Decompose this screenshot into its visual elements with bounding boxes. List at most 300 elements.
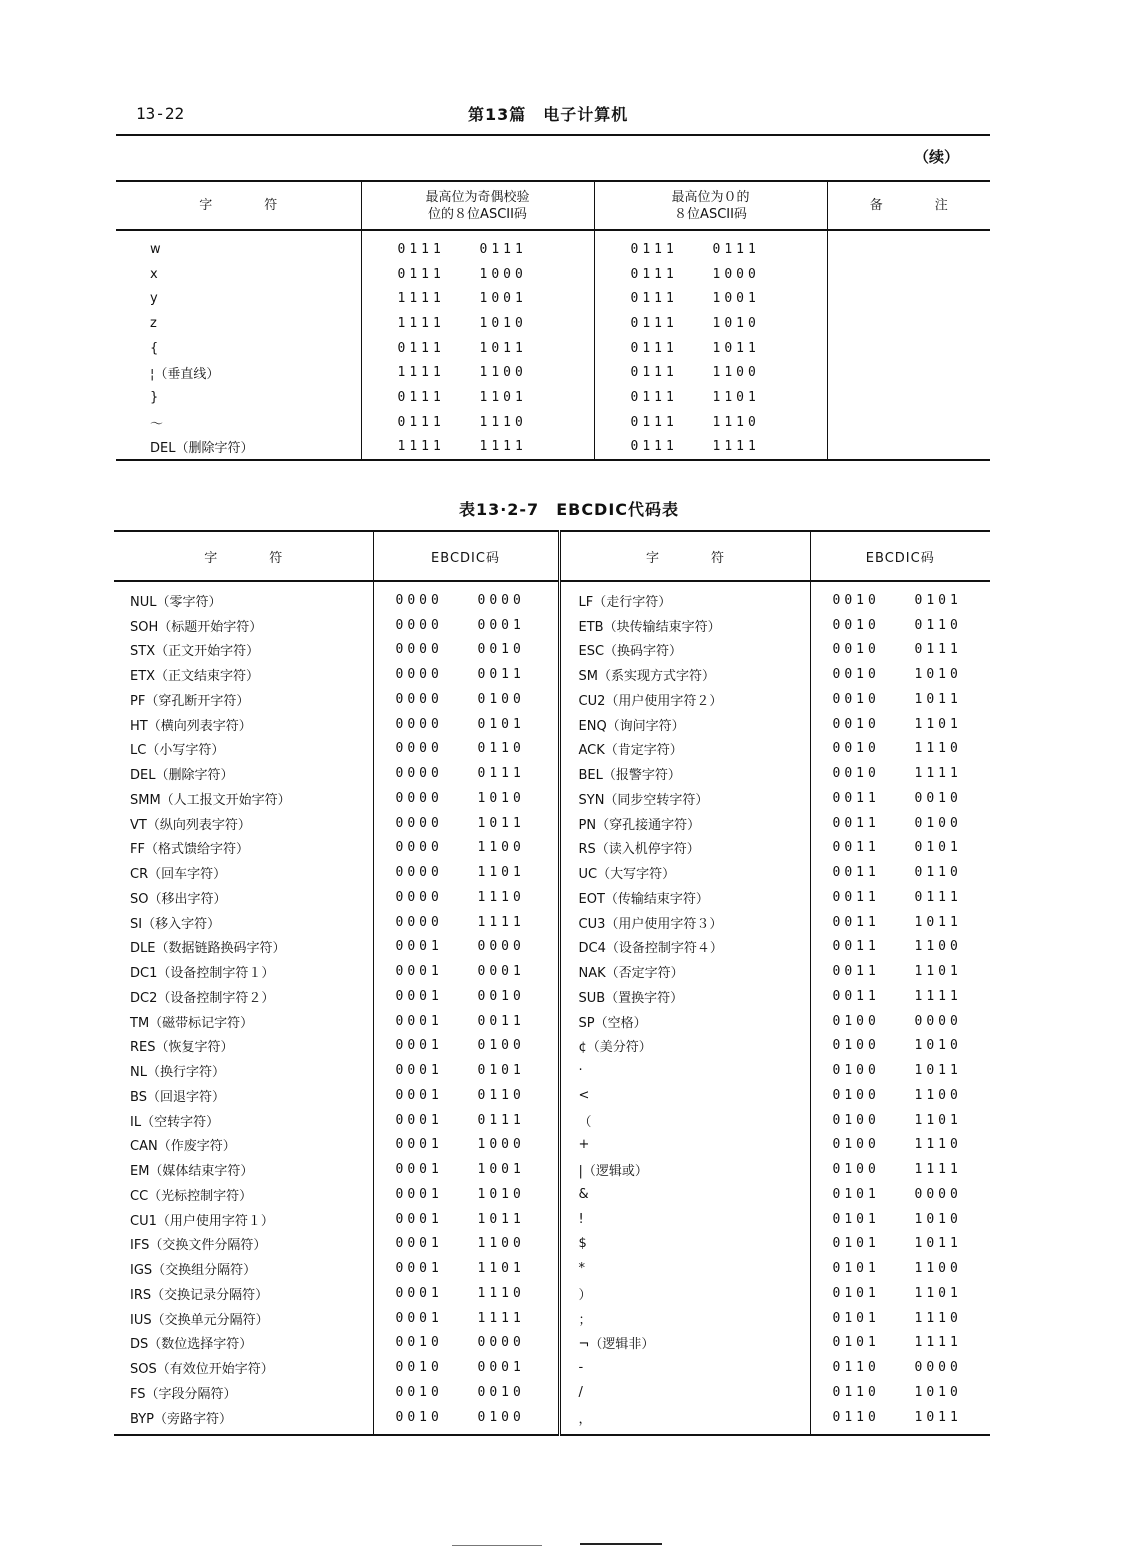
char-cell-left: NL（换行字符） <box>114 1058 373 1083</box>
char-cell-left: SO（移出字符） <box>114 885 373 910</box>
zero-code-cell <box>594 360 827 385</box>
code-high-nibble: 0010 <box>832 741 880 757</box>
char-cell-left: EM（媒体结束字符） <box>114 1157 373 1182</box>
header-char-right: 字 符 <box>559 531 810 581</box>
code-high-nibble: 0010 <box>832 642 880 658</box>
code-high-nibble: 0111 <box>630 365 678 381</box>
char-cell-left: IRS（交换记录分隔符） <box>114 1281 373 1306</box>
code-low-nibble: 1010 <box>914 1384 962 1400</box>
char-cell: } <box>116 385 361 410</box>
char-cell: ¦（垂直线） <box>116 360 361 385</box>
char-cell-right: PN（穿孔接通字符） <box>559 811 810 836</box>
code-high-nibble: 0001 <box>395 1087 443 1103</box>
ebcdic-code-left <box>373 1281 559 1306</box>
code-high-nibble: 1111 <box>397 439 445 455</box>
continued-label: （续） <box>914 148 960 166</box>
ebcdic-code-left <box>373 959 559 984</box>
code-low-nibble: 0011 <box>477 667 525 683</box>
ebcdic-code-left <box>373 1157 559 1182</box>
ebcdic-code-right <box>810 1256 990 1281</box>
code-high-nibble: 0100 <box>832 1038 880 1054</box>
table-row <box>114 638 990 663</box>
char-cell-right: ¬（逻辑非） <box>559 1331 810 1356</box>
char-cell-left: PF（穿孔断开字符） <box>114 687 373 712</box>
char-cell-left: CC（光标控制字符） <box>114 1182 373 1207</box>
code-low-nibble: 0001 <box>477 964 525 980</box>
code-high-nibble: 0001 <box>395 964 443 980</box>
table-row <box>116 311 990 336</box>
ebcdic-code-left <box>373 581 559 613</box>
char-cell-left: IL（空转字符） <box>114 1108 373 1133</box>
char-cell-right: / <box>559 1380 810 1405</box>
code-high-nibble: 0000 <box>395 716 443 732</box>
code-low-nibble: 0111 <box>477 1112 525 1128</box>
code-low-nibble: 0000 <box>914 1013 962 1029</box>
ebcdic-code-right <box>810 737 990 762</box>
char-cell-right: ACK（肯定字符） <box>559 737 810 762</box>
char-cell-left: IFS（交换文件分隔符） <box>114 1232 373 1257</box>
ebcdic-code-right <box>810 638 990 663</box>
table-row <box>114 662 990 687</box>
char-cell-left: FS（字段分隔符） <box>114 1380 373 1405</box>
note-cell <box>827 385 990 410</box>
char-cell-right: RS（读入机停字符） <box>559 836 810 861</box>
code-low-nibble: 1010 <box>712 315 760 331</box>
code-high-nibble: 0011 <box>832 964 880 980</box>
code-low-nibble: 0111 <box>477 766 525 782</box>
ebcdic-code-right <box>810 1058 990 1083</box>
ebcdic-code-left <box>373 737 559 762</box>
table-row <box>114 1207 990 1232</box>
code-high-nibble: 0000 <box>395 840 443 856</box>
code-low-nibble: 1100 <box>914 939 962 955</box>
header-code-left: EBCDIC码 <box>373 531 559 581</box>
code-low-nibble: 0100 <box>477 1409 525 1425</box>
code-low-nibble: 0001 <box>477 1360 525 1376</box>
table-row <box>114 581 990 613</box>
char-cell-right: ESC（换码字符） <box>559 638 810 663</box>
parity-code-cell <box>361 230 594 262</box>
ebcdic-code-left <box>373 1256 559 1281</box>
ebcdic-code-left <box>373 786 559 811</box>
table-row <box>116 230 990 262</box>
ebcdic-code-left <box>373 1355 559 1380</box>
code-low-nibble: 0101 <box>477 716 525 732</box>
code-low-nibble: 1000 <box>712 266 760 282</box>
code-low-nibble: 1100 <box>477 1236 525 1252</box>
char-cell-right: DC4（设备控制字符４） <box>559 935 810 960</box>
code-high-nibble: 0111 <box>630 241 678 257</box>
code-low-nibble: 1011 <box>477 815 525 831</box>
code-high-nibble: 0101 <box>832 1261 880 1277</box>
code-high-nibble: 0001 <box>395 1285 443 1301</box>
char-cell-left: DC2（设备控制字符２） <box>114 984 373 1009</box>
char-cell-left: CR（回车字符） <box>114 860 373 885</box>
char-cell-right: UC（大写字符） <box>559 860 810 885</box>
code-low-nibble: 1011 <box>914 914 962 930</box>
char-cell-right: + <box>559 1133 810 1158</box>
table-row <box>114 1009 990 1034</box>
code-low-nibble: 0011 <box>477 1013 525 1029</box>
code-low-nibble: 1111 <box>712 439 760 455</box>
code-low-nibble: 0101 <box>914 592 962 608</box>
parity-code-cell <box>361 360 594 385</box>
code-low-nibble: 1011 <box>712 340 760 356</box>
char-cell-left: BS（回退字符） <box>114 1083 373 1108</box>
ebcdic-code-left <box>373 1182 559 1207</box>
char-cell-right: ETB（块传输结束字符） <box>559 613 810 638</box>
code-high-nibble: 0000 <box>395 865 443 881</box>
char-cell-right: SUB（置换字符） <box>559 984 810 1009</box>
ebcdic-code-right <box>810 1331 990 1356</box>
table-row <box>114 1157 990 1182</box>
header-zero-line1: 最高位为０的 <box>671 189 750 205</box>
char-cell-right: BEL（报警字符） <box>559 761 810 786</box>
code-high-nibble: 0010 <box>832 766 880 782</box>
ebcdic-code-left <box>373 638 559 663</box>
ebcdic-code-right <box>810 1182 990 1207</box>
table-row <box>116 262 990 287</box>
char-cell-left: RES（恢复字符） <box>114 1034 373 1059</box>
table-row <box>114 737 990 762</box>
ebcdic-code-left <box>373 761 559 786</box>
char-cell: y <box>116 286 361 311</box>
zero-code-cell <box>594 311 827 336</box>
ebcdic-code-left <box>373 1331 559 1356</box>
ebcdic-code-right <box>810 1009 990 1034</box>
table-row <box>114 687 990 712</box>
code-high-nibble: 0001 <box>395 1063 443 1079</box>
ebcdic-code-left <box>373 662 559 687</box>
ebcdic-code-right <box>810 959 990 984</box>
code-high-nibble: 0110 <box>832 1384 880 1400</box>
code-high-nibble: 0001 <box>395 1137 443 1153</box>
char-cell-left: SOH（标题开始字符） <box>114 613 373 638</box>
page-number: 13-22 <box>136 104 185 123</box>
code-low-nibble: 1110 <box>914 1137 962 1153</box>
ebcdic-code-left <box>373 1380 559 1405</box>
code-high-nibble: 0010 <box>832 592 880 608</box>
table-row <box>114 1133 990 1158</box>
ebcdic-code-left <box>373 712 559 737</box>
table-row <box>114 959 990 984</box>
table-row <box>114 613 990 638</box>
code-low-nibble: 0110 <box>477 1087 525 1103</box>
code-low-nibble: 1010 <box>914 667 962 683</box>
code-high-nibble: 0111 <box>630 439 678 455</box>
code-low-nibble: 1001 <box>477 1162 525 1178</box>
note-cell <box>827 262 990 287</box>
ebcdic-code-right <box>810 1380 990 1405</box>
code-high-nibble: 0010 <box>395 1335 443 1351</box>
table-row <box>116 385 990 410</box>
ebcdic-code-left <box>373 1306 559 1331</box>
code-low-nibble: 0110 <box>477 741 525 757</box>
ebcdic-code-left <box>373 860 559 885</box>
char-cell-right: CU2（用户使用字符２） <box>559 687 810 712</box>
code-low-nibble: 0000 <box>914 1360 962 1376</box>
code-high-nibble: 0011 <box>832 914 880 930</box>
char-cell-left: SI（移入字符） <box>114 910 373 935</box>
code-low-nibble: 1011 <box>914 1236 962 1252</box>
ebcdic-code-right <box>810 786 990 811</box>
code-low-nibble: 1111 <box>914 1162 962 1178</box>
code-low-nibble: 0010 <box>477 1384 525 1400</box>
parity-code-cell <box>361 410 594 435</box>
ebcdic-code-left <box>373 1232 559 1257</box>
ebcdic-table <box>114 530 990 1436</box>
char-cell-right: ¢（美分符） <box>559 1034 810 1059</box>
code-low-nibble: 0111 <box>479 241 527 257</box>
ebcdic-code-right <box>810 885 990 910</box>
char-cell-left: HT（横向列表字符） <box>114 712 373 737</box>
code-low-nibble: 0100 <box>477 1038 525 1054</box>
code-high-nibble: 0010 <box>832 667 880 683</box>
char-cell: w <box>116 230 361 262</box>
code-high-nibble: 0011 <box>832 865 880 881</box>
table-row <box>114 1034 990 1059</box>
table-row <box>114 860 990 885</box>
table-row <box>116 286 990 311</box>
char-cell-left: DLE（数据链路换码字符） <box>114 935 373 960</box>
code-high-nibble: 0001 <box>395 1310 443 1326</box>
scan-mark <box>452 1545 542 1546</box>
code-high-nibble: 0100 <box>832 1162 880 1178</box>
code-low-nibble: 1111 <box>477 1310 525 1326</box>
char-cell-right: （ <box>559 1108 810 1133</box>
code-high-nibble: 0010 <box>832 617 880 633</box>
char-cell-right: ! <box>559 1207 810 1232</box>
char-cell-left: IGS（交换组分隔符） <box>114 1256 373 1281</box>
table-row <box>116 435 990 461</box>
header-parity-line2: 位的８位ASCII码 <box>428 206 527 222</box>
table-row <box>114 1058 990 1083</box>
table-row <box>114 1405 990 1435</box>
code-low-nibble: 0101 <box>477 1063 525 1079</box>
code-high-nibble: 0000 <box>395 889 443 905</box>
code-high-nibble: 0001 <box>395 1236 443 1252</box>
ebcdic-code-right <box>810 1355 990 1380</box>
code-high-nibble: 0011 <box>832 815 880 831</box>
char-cell-left: DC1（设备控制字符１） <box>114 959 373 984</box>
code-high-nibble: 0101 <box>832 1335 880 1351</box>
code-high-nibble: 0001 <box>395 1186 443 1202</box>
parity-code-cell <box>361 435 594 461</box>
ascii-table <box>116 180 990 461</box>
header-zero-line2: ８位ASCII码 <box>674 206 747 222</box>
table-row <box>114 885 990 910</box>
ebcdic-code-left <box>373 1009 559 1034</box>
header-code-right: EBCDIC码 <box>865 550 935 566</box>
table-row <box>114 1083 990 1108</box>
code-low-nibble: 0001 <box>477 617 525 633</box>
ebcdic-code-right <box>810 836 990 861</box>
code-low-nibble: 1111 <box>914 766 962 782</box>
code-low-nibble: 1111 <box>914 1335 962 1351</box>
code-high-nibble: 0111 <box>630 266 678 282</box>
code-low-nibble: 0111 <box>914 889 962 905</box>
code-high-nibble: 0011 <box>832 790 880 806</box>
parity-code-cell <box>361 286 594 311</box>
char-cell-left: LC（小写字符） <box>114 737 373 762</box>
code-high-nibble: 0000 <box>395 667 443 683</box>
code-low-nibble: 1101 <box>479 389 527 405</box>
table-caption: 表13·2-7 EBCDIC代码表 <box>458 500 680 519</box>
char-cell-left: VT（纵向列表字符） <box>114 811 373 836</box>
char-cell-left: DS（数位选择字符） <box>114 1331 373 1356</box>
scan-mark <box>580 1543 662 1545</box>
ebcdic-code-left <box>373 1207 559 1232</box>
table-row <box>114 1256 990 1281</box>
ebcdic-code-right <box>810 1281 990 1306</box>
code-high-nibble: 0111 <box>397 241 445 257</box>
ebcdic-code-right <box>810 662 990 687</box>
code-low-nibble: 1101 <box>914 964 962 980</box>
code-high-nibble: 0000 <box>395 691 443 707</box>
char-cell: { <box>116 336 361 361</box>
char-cell-left: TM（磁带标记字符） <box>114 1009 373 1034</box>
code-low-nibble: 1001 <box>712 291 760 307</box>
code-high-nibble: 0000 <box>395 617 443 633</box>
code-low-nibble: 0000 <box>477 592 525 608</box>
code-high-nibble: 0100 <box>832 1013 880 1029</box>
code-high-nibble: 0011 <box>832 889 880 905</box>
code-low-nibble: 0010 <box>477 988 525 1004</box>
zero-code-cell <box>594 410 827 435</box>
code-high-nibble: 0101 <box>832 1310 880 1326</box>
code-low-nibble: 0101 <box>914 840 962 856</box>
zero-code-cell <box>594 385 827 410</box>
ebcdic-code-right <box>810 581 990 613</box>
ebcdic-code-right <box>810 1108 990 1133</box>
code-high-nibble: 0110 <box>832 1409 880 1425</box>
char-cell-left: NUL（零字符） <box>114 581 373 613</box>
char-cell-right: - <box>559 1355 810 1380</box>
code-low-nibble: 1011 <box>477 1211 525 1227</box>
char-cell: x <box>116 262 361 287</box>
code-low-nibble: 1101 <box>914 1112 962 1128</box>
code-low-nibble: 0110 <box>914 865 962 881</box>
code-low-nibble: 1010 <box>477 1186 525 1202</box>
parity-code-cell <box>361 385 594 410</box>
code-low-nibble: 1110 <box>477 889 525 905</box>
ebcdic-code-left <box>373 836 559 861</box>
code-low-nibble: 1100 <box>477 840 525 856</box>
char-cell-left: CAN（作废字符） <box>114 1133 373 1158</box>
zero-code-cell <box>594 336 827 361</box>
header-char: 字 符 <box>116 181 361 230</box>
note-cell <box>827 311 990 336</box>
ebcdic-code-right <box>810 1034 990 1059</box>
code-high-nibble: 0001 <box>395 1112 443 1128</box>
code-low-nibble: 1110 <box>914 741 962 757</box>
ebcdic-code-right <box>810 761 990 786</box>
char-cell: DEL（删除字符） <box>116 435 361 461</box>
char-cell-right: LF（走行字符） <box>559 581 810 613</box>
header-note: 备 注 <box>869 198 948 213</box>
char-cell-left: SMM（人工报文开始字符） <box>114 786 373 811</box>
char-cell-left: IUS（交换单元分隔符） <box>114 1306 373 1331</box>
ebcdic-code-right <box>810 712 990 737</box>
code-low-nibble: 1111 <box>914 988 962 1004</box>
char-cell-right: ， <box>559 1405 810 1435</box>
char-cell-right: ENQ（询问字符） <box>559 712 810 737</box>
code-low-nibble: 1001 <box>479 291 527 307</box>
header-zero-code <box>594 181 827 230</box>
code-high-nibble: 1111 <box>397 291 445 307</box>
zero-code-cell <box>594 230 827 262</box>
char-cell-right: SM（系实现方式字符） <box>559 662 810 687</box>
char-cell-right: |（逻辑或） <box>559 1157 810 1182</box>
code-high-nibble: 0101 <box>832 1236 880 1252</box>
parity-code-cell <box>361 311 594 336</box>
code-high-nibble: 1111 <box>397 315 445 331</box>
code-low-nibble: 0000 <box>914 1186 962 1202</box>
code-low-nibble: 1010 <box>914 1211 962 1227</box>
code-high-nibble: 0001 <box>395 988 443 1004</box>
ebcdic-code-right <box>810 1157 990 1182</box>
code-high-nibble: 0111 <box>630 389 678 405</box>
zero-code-cell <box>594 262 827 287</box>
code-high-nibble: 0010 <box>395 1409 443 1425</box>
table-row <box>116 410 990 435</box>
code-low-nibble: 0000 <box>477 1335 525 1351</box>
code-high-nibble: 0001 <box>395 1261 443 1277</box>
code-high-nibble: 0111 <box>397 340 445 356</box>
code-high-nibble: 0000 <box>395 815 443 831</box>
code-low-nibble: 1100 <box>479 365 527 381</box>
char-cell-right: NAK（否定字符） <box>559 959 810 984</box>
char-cell-right: EOT（传输结束字符） <box>559 885 810 910</box>
code-high-nibble: 0100 <box>832 1087 880 1103</box>
ebcdic-code-right <box>810 1083 990 1108</box>
char-cell-right: < <box>559 1083 810 1108</box>
char-cell-left: SOS（有效位开始字符） <box>114 1355 373 1380</box>
code-high-nibble: 0000 <box>395 790 443 806</box>
code-high-nibble: 0001 <box>395 939 443 955</box>
code-low-nibble: 1011 <box>914 691 962 707</box>
table-row <box>116 360 990 385</box>
code-high-nibble: 0010 <box>832 716 880 732</box>
header-char-left: 字 符 <box>114 531 373 581</box>
code-low-nibble: 0010 <box>914 790 962 806</box>
table-row <box>114 786 990 811</box>
ebcdic-code-left <box>373 687 559 712</box>
ebcdic-code-left <box>373 1058 559 1083</box>
code-low-nibble: 1101 <box>914 716 962 732</box>
code-low-nibble: 1111 <box>477 914 525 930</box>
code-high-nibble: 0010 <box>832 691 880 707</box>
ebcdic-code-right <box>810 984 990 1009</box>
char-cell-left: CU1（用户使用字符１） <box>114 1207 373 1232</box>
note-cell <box>827 410 990 435</box>
code-high-nibble: 0101 <box>832 1186 880 1202</box>
code-high-nibble: 0001 <box>395 1211 443 1227</box>
ebcdic-table-header <box>114 531 990 581</box>
ebcdic-code-left <box>373 1405 559 1435</box>
code-low-nibble: 1000 <box>477 1137 525 1153</box>
parity-code-cell <box>361 262 594 287</box>
note-cell <box>827 435 990 461</box>
code-low-nibble: 0111 <box>914 642 962 658</box>
table-row <box>114 1380 990 1405</box>
table-row <box>114 1306 990 1331</box>
table-row <box>114 1108 990 1133</box>
ebcdic-code-left <box>373 910 559 935</box>
code-low-nibble: 1111 <box>479 439 527 455</box>
char-cell-right: & <box>559 1182 810 1207</box>
code-low-nibble: 1010 <box>479 315 527 331</box>
